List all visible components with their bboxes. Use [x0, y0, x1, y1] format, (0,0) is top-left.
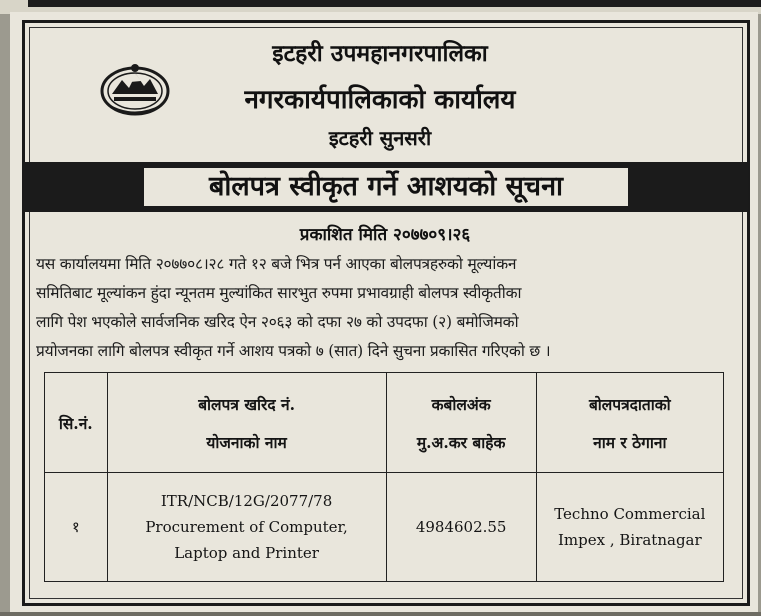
header-bidder-line-1: बोलपत्रदाताको: [588, 394, 671, 414]
header-project-line-2: योजनाको नाम: [206, 432, 287, 452]
row-project-code: ITR/NCB/12G/2077/78: [160, 492, 333, 510]
header-project: [107, 373, 386, 473]
table-row: [45, 473, 724, 582]
header-bid-line-2: मु.अ.कर बाहेक: [416, 432, 506, 452]
header-bid-amount: [386, 373, 536, 473]
bottom-edge: [0, 612, 761, 616]
notice-title: बोलपत्र स्वीकृत गर्ने आशयको सूचना: [144, 168, 628, 206]
row-project-name-1: Procurement of Computer,: [145, 518, 348, 536]
row-bidder: [536, 473, 723, 582]
row-bidder-name: Techno Commercial: [554, 505, 706, 523]
header-serial-number: सि.नं.: [45, 373, 108, 473]
bid-award-table: [44, 372, 724, 582]
body-line-1: यस कार्यालयमा मिति २०७७०८।२८ गते १२ बजे भित्र पर्न आएका बोलपत्रहरुको मूल्यांकन: [36, 255, 517, 273]
publish-date: प्रकाशित मिति २०७७०९।२६: [299, 225, 471, 245]
row-serial-number: १: [45, 473, 108, 582]
title-banner: [24, 162, 748, 212]
office-location: इटहरी सुनसरी: [328, 126, 432, 150]
office-name: नगरकार्यपालिकाको कार्यालय: [244, 85, 516, 115]
body-line-2: समितिबाट मूल्यांकन हुंदा न्यूनतम मुल्यांकित सारभुत रुपमा प्रभावग्राही बोलपत्र स्वीकृतीका: [36, 284, 522, 302]
top-black-rule: [28, 0, 761, 7]
body-line-3: लागि पेश भएकोले सार्वजनिक खरिद ऐन २०६३ को दफा २७ को उपदफा (२) बमोजिमको: [36, 313, 519, 331]
header-bidder-line-2: नाम र ठेगाना: [593, 432, 667, 452]
row-project-name-2: Laptop and Printer: [174, 544, 319, 562]
row-bidder-address: Impex , Biratnagar: [557, 531, 702, 549]
header-bid-line-1: कबोलअंक: [431, 394, 491, 414]
municipality-emblem-icon: [98, 60, 172, 118]
table-header-row: [45, 373, 724, 473]
body-line-4: प्रयोजनका लागि बोलपत्र स्वीकृत गर्ने आशय पत्रको ७ (सात) दिने सुचना प्रकासित गरिएको छ ।: [36, 342, 551, 360]
row-project: [107, 473, 386, 582]
header-project-line-1: बोलपत्र खरिद नं.: [198, 394, 295, 414]
header-bidder: [536, 373, 723, 473]
org-name: इटहरी उपमहानगरपालिका: [272, 40, 488, 67]
row-bid-amount: 4984602.55: [386, 473, 536, 582]
